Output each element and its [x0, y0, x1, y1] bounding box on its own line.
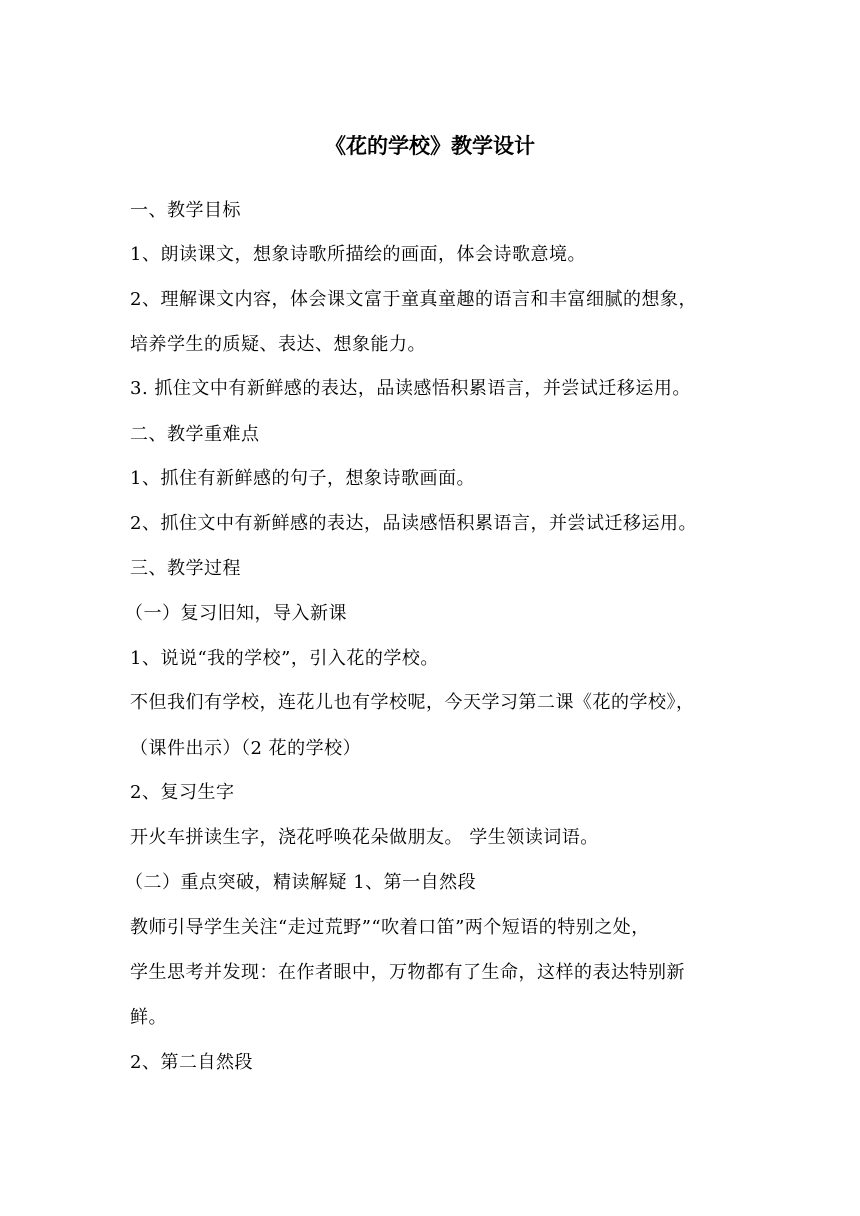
paragraph-guidance: 教师引导学生关注“走过荒野”“吹着口笛”两个短语的特别之处， — [130, 917, 650, 938]
paragraph-guidance-continued: 学生思考并发现：在作者眼中，万物都有了生命，这样的表达特别新 — [130, 962, 685, 983]
objective-2: 2、理解课文内容，体会课文富于童真童趣的语言和丰富细腻的想象， — [130, 289, 697, 310]
key-point-2: 2、抓住文中有新鲜感的表达，品读感悟积累语言，并尝试迁移运用。 — [130, 513, 697, 534]
section-heading-objectives: 一、教学目标 — [130, 200, 241, 221]
objective-2-continued: 培养学生的质疑、表达、想象能力。 — [130, 334, 426, 355]
section-heading-key-points: 二、教学重难点 — [130, 424, 260, 445]
subsection-focus: （二）重点突破，精读解疑 1、第一自然段 — [125, 872, 477, 893]
courseware-note: （课件出示）（2 花的学校） — [130, 738, 362, 759]
paragraph-review: 开火车拼读生字，浇花呼唤花朵做朋友。 学生领读词语。 — [130, 827, 599, 848]
section-heading-process: 三、教学过程 — [130, 558, 241, 579]
objective-3: 3. 抓住文中有新鲜感的表达，品读感悟积累语言，并尝试迁移运用。 — [130, 378, 691, 399]
step-second-paragraph: 2、第二自然段 — [130, 1052, 253, 1073]
subsection-review: （一）复习旧知，导入新课 — [125, 603, 347, 624]
paragraph-intro: 不但我们有学校，连花儿也有学校呢，今天学习第二课《花的学校》， — [130, 692, 695, 713]
document-title: 《花的学校》教学设计 — [325, 134, 535, 158]
objective-1: 1、朗读课文，想象诗歌所描绘的画面，体会诗歌意境。 — [130, 244, 586, 265]
key-point-1: 1、抓住有新鲜感的句子，想象诗歌画面。 — [130, 468, 475, 489]
step-1: 1、说说“我的学校”，引入花的学校。 — [130, 648, 439, 669]
step-2: 2、复习生字 — [130, 782, 235, 803]
paragraph-guidance-end: 鲜。 — [130, 1007, 167, 1028]
